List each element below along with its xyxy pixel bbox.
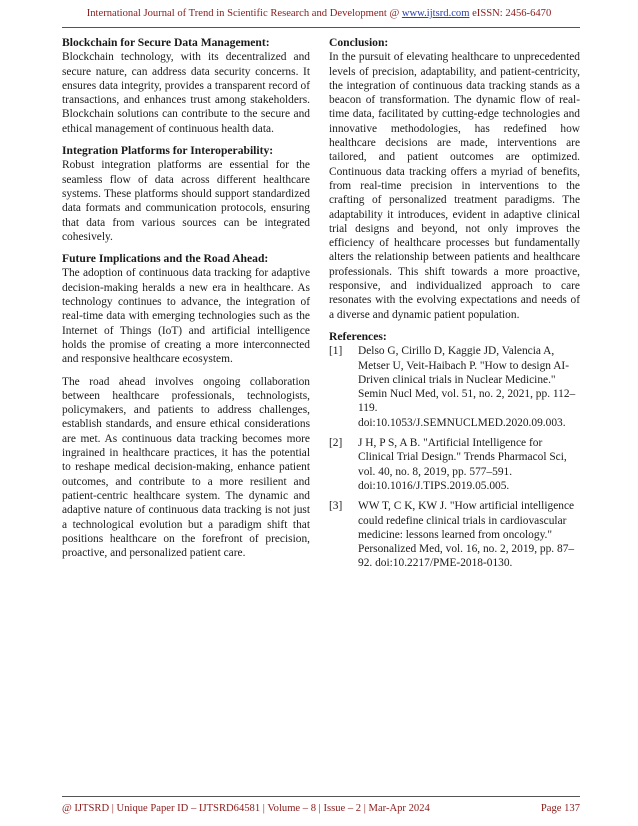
paragraph-future-2: The road ahead involves ongoing collaboration between healthcare professionals, technologists, policymakers, and patients to address challenges, establish standards, and ensure ethical considerations are met. As continuous data tracking becomes more ingrained in healthcare practices, it has the potential to reshape medical decision-making, enhance patient outcomes, and contribute to a more resilient and patient-centric healthcare system. The dynamic and adaptive nature of continuous data tracking is not just a technological evolution but a paradigm shift that positions healthcare on the forefront of precision, proactive, and personalized patient care. bbox=[62, 375, 310, 560]
section-heading-conclusion: Conclusion: bbox=[329, 36, 389, 49]
header-rule bbox=[62, 27, 580, 28]
page-number: Page 137 bbox=[540, 803, 580, 814]
section-heading-blockchain: Blockchain for Secure Data Management: bbox=[62, 36, 270, 49]
running-header bbox=[0, 8, 638, 19]
reference-item bbox=[329, 436, 580, 493]
section-heading-future: Future Implications and the Road Ahead: bbox=[62, 252, 269, 266]
reference-text: J H, P S, A B. "Artificial Intelligence for Clinical Trial Design." Trends Pharmacol Sci, vol. 40, no. 8, 2019, pp. 577–591. doi:10.1016/J.TIPS.2019.05.005. bbox=[358, 437, 567, 492]
reference-text: Delso G, Cirillo D, Kaggie JD, Valencia A, Metser U, Veit-Haibach P. "How to design AI-Driven clinical trials in Nuclear Medicine." Semin Nucl Med, vol. 51, no. 2, 2021, pp. 112–119. doi:10.1053/J.SEMNUCLMED.2020.09.003. bbox=[358, 345, 576, 429]
reference-number: [1] bbox=[329, 345, 343, 358]
reference-number: [2] bbox=[329, 437, 343, 450]
paragraph-conclusion: In the pursuit of elevating healthcare to unprecedented levels of precision, adaptability, and patient-centricity, the integration of continuous data tracking stands as a beacon of transformation. The dynamic flow of real-time data, facilitated by cutting-edge technologies and innovative methodologies, has redefined how healthcare decisions are made, interventions are tailored, and patient outcomes are optimized. Continuous data tracking offers a myriad of benefits, from real-time precision in interventions to the crafting of personalized treatment paradigms. The adaptability it introduces, evident in adaptive clinical trial designs and beyond, not only improves the efficiency of healthcare processes but fundamentally alters the relationship between patients and healthcare professionals. This shift towards a more proactive, responsive, and individualized approach to care resonates with the evolving expectations and needs of a diverse and dynamic patient population. bbox=[329, 51, 580, 321]
left-column bbox=[62, 36, 310, 560]
paragraph-future-1: The adoption of continuous data tracking for adaptive decision-making heralds a new era in healthcare. As technology continues to advance, the integration of real-time data with emerging technologies such as the Internet of Things (IoT) and artificial intelligence holds the promise of creating a more interconnected and responsive healthcare ecosystem. bbox=[62, 267, 310, 366]
paper-info: @ IJTSRD | Unique Paper ID – IJTSRD64581 | Volume – 8 | Issue – 2 | Mar-Apr 2024 bbox=[62, 803, 430, 814]
reference-list bbox=[329, 344, 580, 570]
journal-website-link[interactable]: www.ijtsrd.com bbox=[401, 8, 470, 19]
journal-name: International Journal of Trend in Scientific Research and Development @ bbox=[86, 8, 402, 19]
right-column bbox=[329, 36, 580, 577]
reference-item bbox=[329, 499, 580, 570]
footer-rule bbox=[62, 796, 580, 797]
reference-item bbox=[329, 344, 580, 430]
paragraph-blockchain: Blockchain technology, with its decentralized and secure nature, can address data security concerns. It ensures data integrity, provides a transparent record of transactions, and enhances trust among stakeholders. Blockchain solutions can contribute to the secure and ethical management of continuous health data. bbox=[62, 51, 310, 135]
reference-number: [3] bbox=[329, 500, 343, 513]
section-heading-references: References: bbox=[329, 329, 387, 343]
paragraph-integration: Robust integration platforms are essential for the seamless flow of data across different healthcare systems. These platforms should support standardized data formats and communication protocols, ensuring that data from various sources can be integrated cohesively. bbox=[62, 159, 310, 243]
reference-text: WW T, C K, KW J. "How artificial intelligence could redefine clinical trials in cardiovascular medicine: lessons learned from oncology." Personalized Med, vol. 16, no. 2, 2019, pp. 87–92. doi:10.2217/PME-2018-0130. bbox=[358, 500, 575, 570]
issn: eISSN: 2456-6470 bbox=[469, 8, 552, 19]
section-heading-integration: Integration Platforms for Interoperability: bbox=[62, 144, 274, 158]
running-footer bbox=[62, 803, 580, 814]
